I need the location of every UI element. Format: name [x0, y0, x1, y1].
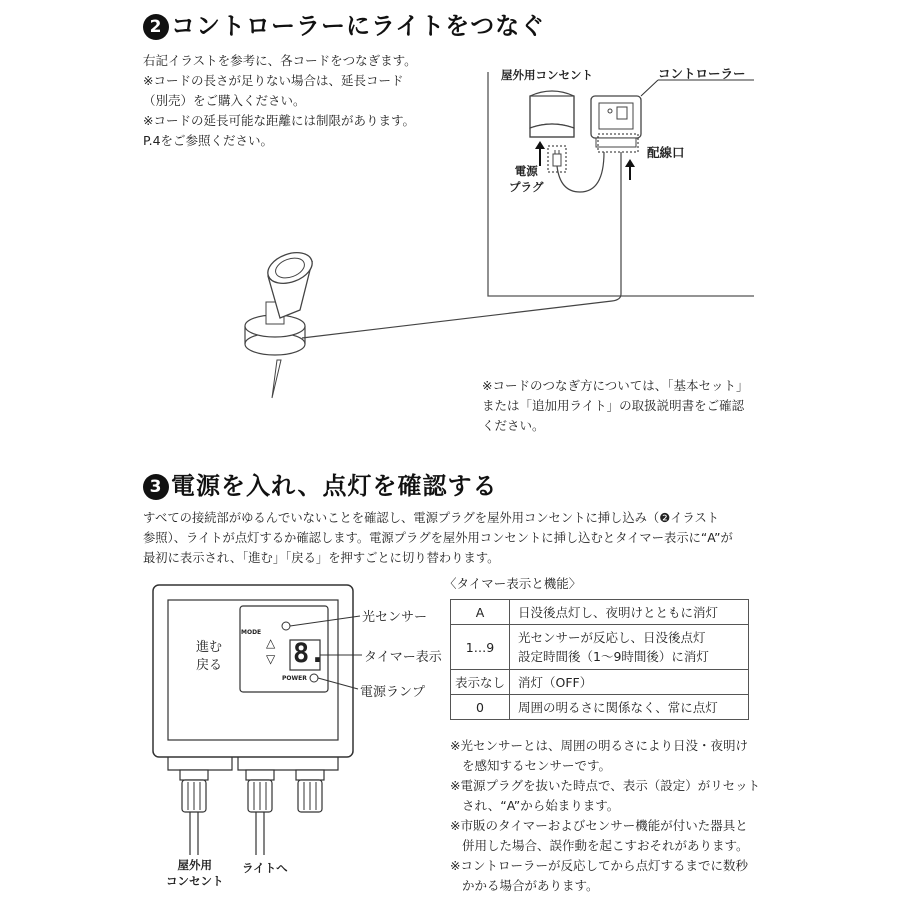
desc-line: 消灯（OFF）	[518, 674, 593, 690]
outlet-cord-label-line: 屋外用	[177, 858, 212, 872]
table-row	[451, 600, 749, 625]
note-line: を感知するセンサーです。	[462, 758, 612, 773]
desc-line: 設定時間後（1〜9時間後）に消灯	[518, 649, 709, 664]
table-cell-key: 0	[451, 695, 510, 720]
desc-line: 周囲の明るさに関係なく、常に点灯	[518, 699, 718, 715]
mode-label: MODE	[241, 629, 262, 636]
table-cell-desc	[510, 600, 749, 625]
note-line: ※コントローラーが反応してから点灯するまでに数秒	[450, 858, 748, 873]
wiring-port-label: 配線口	[647, 145, 685, 160]
note-line: ください。	[482, 418, 545, 433]
section3-notes	[450, 736, 760, 896]
note-line: または「追加用ライト」の取扱説明書をご確認	[482, 398, 745, 413]
note-line: 併用した場合、誤作動を起こすおそれがあります。	[462, 838, 749, 853]
note-line: かかる場合があります。	[462, 878, 599, 893]
light-sensor-label: 光センサー	[362, 610, 428, 625]
table-cell-desc	[510, 625, 749, 670]
timer-table-title: 〈タイマー表示と機能〉	[444, 576, 582, 591]
up-triangle-icon[interactable]: △	[266, 636, 276, 650]
table-row	[451, 625, 749, 670]
table-cell-desc	[510, 695, 749, 720]
table-cell-key: A	[451, 600, 510, 625]
intro-line: 右記イラストを参考に、各コードをつなぎます。	[143, 53, 417, 68]
power-lamp-label: 電源ランプ	[360, 685, 426, 700]
to-light-label: ライトへ	[242, 861, 288, 875]
outdoor-outlet-label: 屋外用コンセント	[501, 68, 593, 82]
intro-line: すべての接続部がゆるんでいないことを確認し、電源プラグを屋外用コンセントに挿し込み（❷イラスト	[143, 511, 720, 525]
timer-display: 8.	[293, 638, 326, 669]
plug-label-line: 電源	[514, 164, 538, 178]
note-line: ※コードのつなぎ方については、「基本セット」	[482, 378, 749, 393]
intro-line: ※コードの延長可能な距離には制限があります。	[143, 113, 415, 128]
desc-line: 日没後点灯し、夜明けとともに消灯	[518, 604, 719, 620]
timer-display-label: タイマー表示	[364, 650, 442, 665]
outlet-cord-label-line: コンセント	[166, 874, 224, 888]
table-cell-desc	[510, 670, 749, 695]
step-number-3: 3	[143, 474, 169, 500]
power-label: POWER	[282, 675, 307, 682]
controller-label: コントローラー	[658, 66, 746, 81]
note-line: ※市販のタイマーおよびセンサー機能が付いた器具と	[450, 818, 748, 833]
desc-line: 光センサーが反応し、日没後点灯	[518, 630, 706, 645]
timer-table	[450, 599, 749, 720]
intro-line: 最初に表示され、「進む」「戻る」を押すごとに切り替わります。	[143, 551, 500, 565]
table-row	[451, 695, 749, 720]
down-button-label: 戻る	[196, 658, 223, 673]
section2-title: コントローラーにライトをつなぐ	[171, 12, 546, 40]
down-triangle-icon[interactable]: ▽	[266, 652, 276, 666]
step-number-2: 2	[143, 14, 169, 40]
table-cell-key: 表示なし	[451, 670, 510, 695]
table-cell-key: 1…9	[451, 625, 510, 670]
note-line: され、“A”から始まります。	[462, 798, 620, 813]
intro-line: ※コードの長さが足りない場合は、延長コード	[143, 73, 404, 88]
note-line: ※電源プラグを抜いた時点で、表示（設定）がリセット	[450, 778, 761, 793]
intro-line: 参照）、ライトが点灯するか確認します。電源プラグを屋外用コンセントに挿し込むとタイマー表示に“A”が	[143, 531, 733, 545]
table-row	[451, 670, 749, 695]
up-button-label: 進む	[196, 640, 223, 655]
section3-title: 電源を入れ、点灯を確認する	[171, 472, 498, 500]
plug-label-line: プラグ	[509, 180, 544, 194]
intro-line: （別売）をご購入ください。	[143, 93, 306, 108]
outlet-cord-label	[166, 857, 224, 889]
note-line: ※光センサーとは、周囲の明るさにより日没・夜明け	[450, 738, 748, 753]
intro-line: P.4をご参照ください。	[143, 133, 274, 148]
